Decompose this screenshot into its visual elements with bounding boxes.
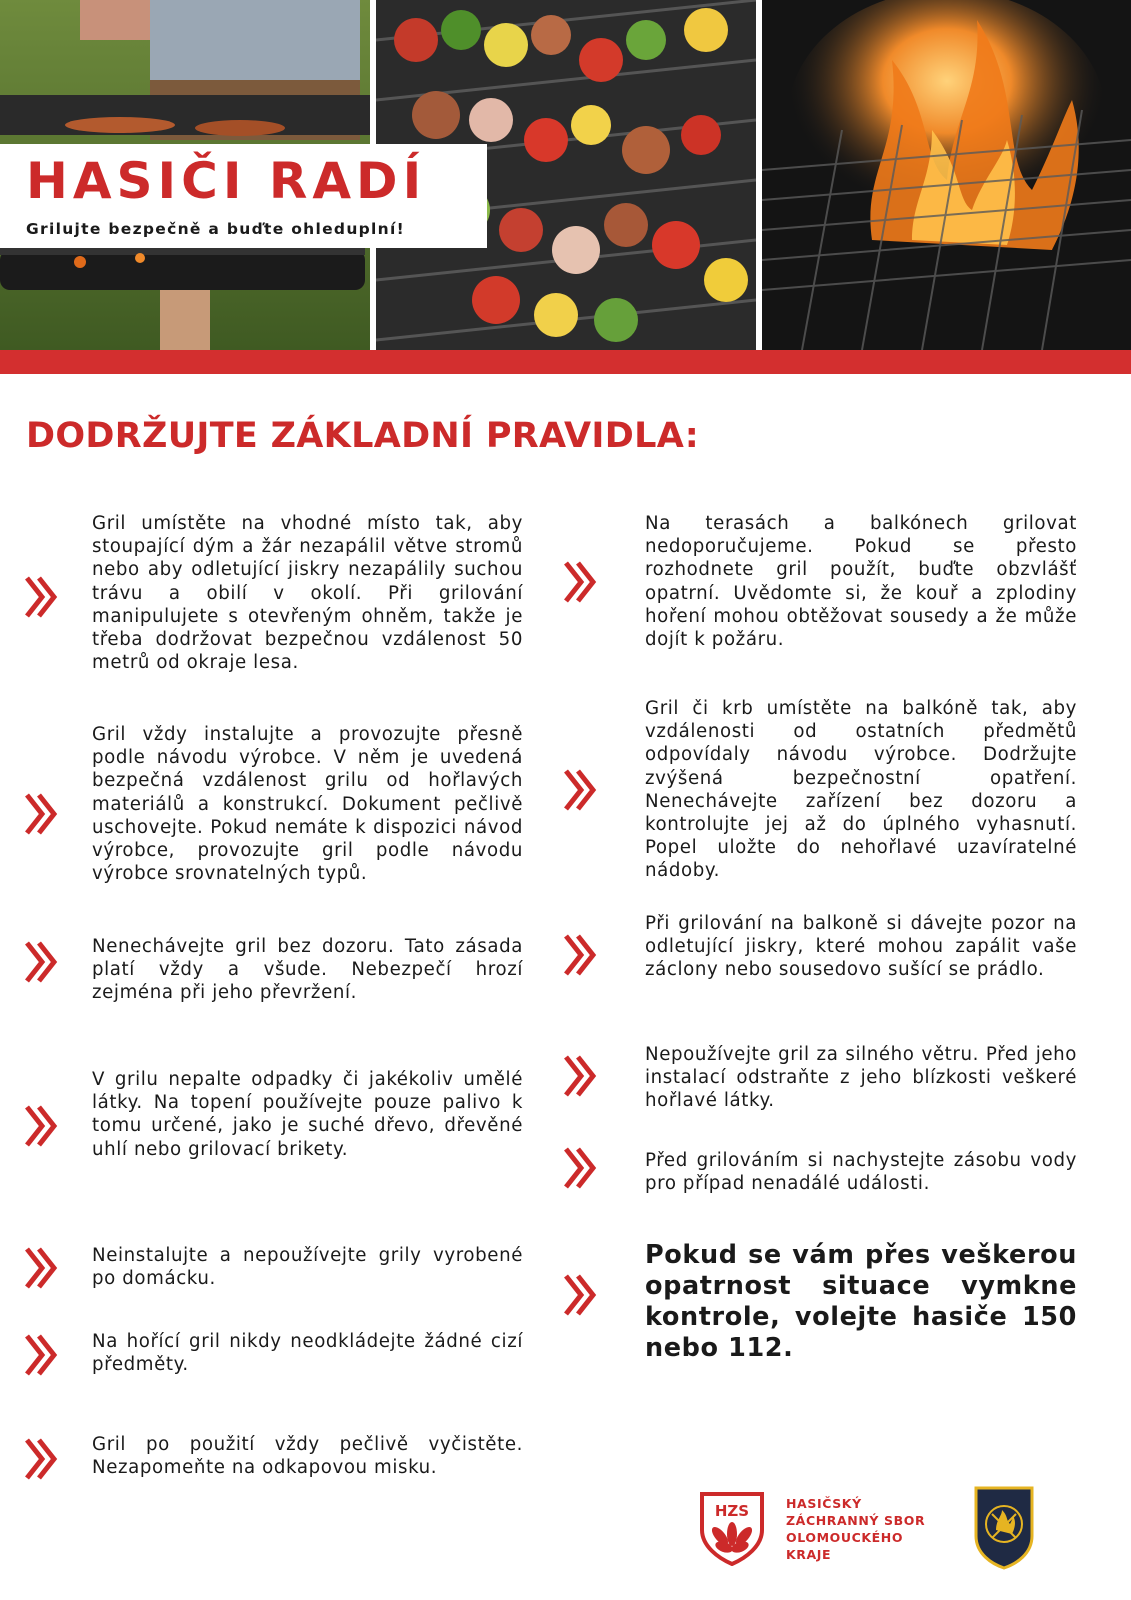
double-chevron-right-icon [563, 1273, 599, 1317]
org-name-line: ZÁCHRANNÝ SBOR [786, 1513, 926, 1528]
photo-grill-fire [762, 0, 1131, 350]
org-name-line: HASIČSKÝ [786, 1496, 862, 1511]
emergency-note: Pokud se vám přes veškerou opatrnost situace vymkne kontrole, volejte hasiče 150 nebo 112. [645, 1240, 1077, 1363]
fire-brigade-badge-icon [972, 1484, 1036, 1570]
page-subtitle: Grilujte bezpečně a buďte ohleduplní! [26, 220, 405, 238]
double-chevron-right-icon [563, 768, 599, 812]
rule-right-5: Před grilováním si nachystejte zásobu vody pro případ nenadálé události. [645, 1150, 1077, 1195]
double-chevron-right-icon [563, 560, 599, 604]
rule-right-4: Nepoužívejte gril za silného větru. Před jeho instalací odstraňte z jeho blízkosti veškeré hořlavé látky. [645, 1044, 1077, 1112]
rule-left-4: V grilu nepalte odpadky či jakékoliv umělé látky. Na topení používejte pouze palivo k tomu určené, jako je suché dřevo, dřevěné uhlí nebo grilovací brikety. [92, 1069, 523, 1160]
double-chevron-right-icon [24, 575, 60, 619]
double-chevron-right-icon [563, 1146, 599, 1190]
rule-left-6: Na hořící gril nikdy neodkládejte žádné cizí předměty. [92, 1331, 523, 1376]
rule-left-3: Nenechávejte gril bez dozoru. Tato zásada platí vždy a všude. Nebezpečí hrozí zejména při jeho převržení. [92, 936, 523, 1004]
page-title: HASIČI RADÍ [26, 152, 427, 210]
double-chevron-right-icon [24, 1104, 60, 1148]
double-chevron-right-icon [24, 1333, 60, 1377]
org-name-line: OLOMOUCKÉHO [786, 1530, 904, 1545]
double-chevron-right-icon [24, 940, 60, 984]
double-chevron-right-icon [563, 933, 599, 977]
rule-right-2: Gril či krb umístěte na balkóně tak, aby vzdálenosti od ostatních předmětů odpovídaly návodu výrobce. Dodržujte zvýšená bezpečnostní opatření. Nenechávejte zařízení bez dozoru a kontrolujte jej až do úplného vyhasnutí. Popel uložte do nehořlavé uzavíratelné nádoby. [645, 698, 1077, 882]
rule-left-7: Gril po použití vždy pečlivě vyčistěte. Nezapomeňte na odkapovou misku. [92, 1434, 523, 1479]
hzs-logo-text: HZS [714, 1502, 750, 1520]
double-chevron-right-icon [563, 1054, 599, 1098]
section-heading: DODRŽUJTE ZÁKLADNÍ PRAVIDLA: [26, 416, 700, 456]
double-chevron-right-icon [24, 792, 60, 836]
rule-left-5: Neinstalujte a nepoužívejte grily vyrobené po domácku. [92, 1245, 523, 1290]
rule-right-1: Na terasách a balkónech grilovat nedoporučujeme. Pokud se přesto rozhodnete gril použít, buďte obzvlášť opatrní. Uvědomte si, že kouř a zplodiny hoření mohou obtěžovat sousedy a že může dojít k požáru. [645, 513, 1077, 651]
double-chevron-right-icon [24, 1437, 60, 1481]
title-box [0, 144, 487, 248]
hero-banner [0, 0, 1131, 350]
rule-right-3: Při grilování na balkoně si dávejte pozor na odletující jiskry, které mohou zapálit vaše záclony nebo sousedovo sušící se prádlo. [645, 913, 1077, 981]
double-chevron-right-icon [24, 1246, 60, 1290]
rule-left-2: Gril vždy instalujte a provozujte přesně podle návodu výrobce. V něm je uvedená bezpečná vzdálenost grilu od hořlavých materiálů a konstrukcí. Dokument pečlivě uschovejte. Pokud nemáte k dispozici návod výrobce, provozujte gril podle návodu výrobce srovnatelných typů. [92, 724, 523, 885]
organization-name [786, 1495, 956, 1563]
red-divider-band [0, 350, 1131, 374]
org-name-line: KRAJE [786, 1547, 832, 1562]
hzs-logo-icon [694, 1490, 770, 1566]
rule-left-1: Gril umístěte na vhodné místo tak, aby stoupající dým a žár nezapálil větve stromů nebo aby odletující jiskry nezapálily suchou trávu a obilí v okolí. Při grilování manipulujete s otevřeným ohněm, takže je třeba dodržovat bezpečnou vzdálenost 50 metrů od okraje lesa. [92, 513, 523, 674]
